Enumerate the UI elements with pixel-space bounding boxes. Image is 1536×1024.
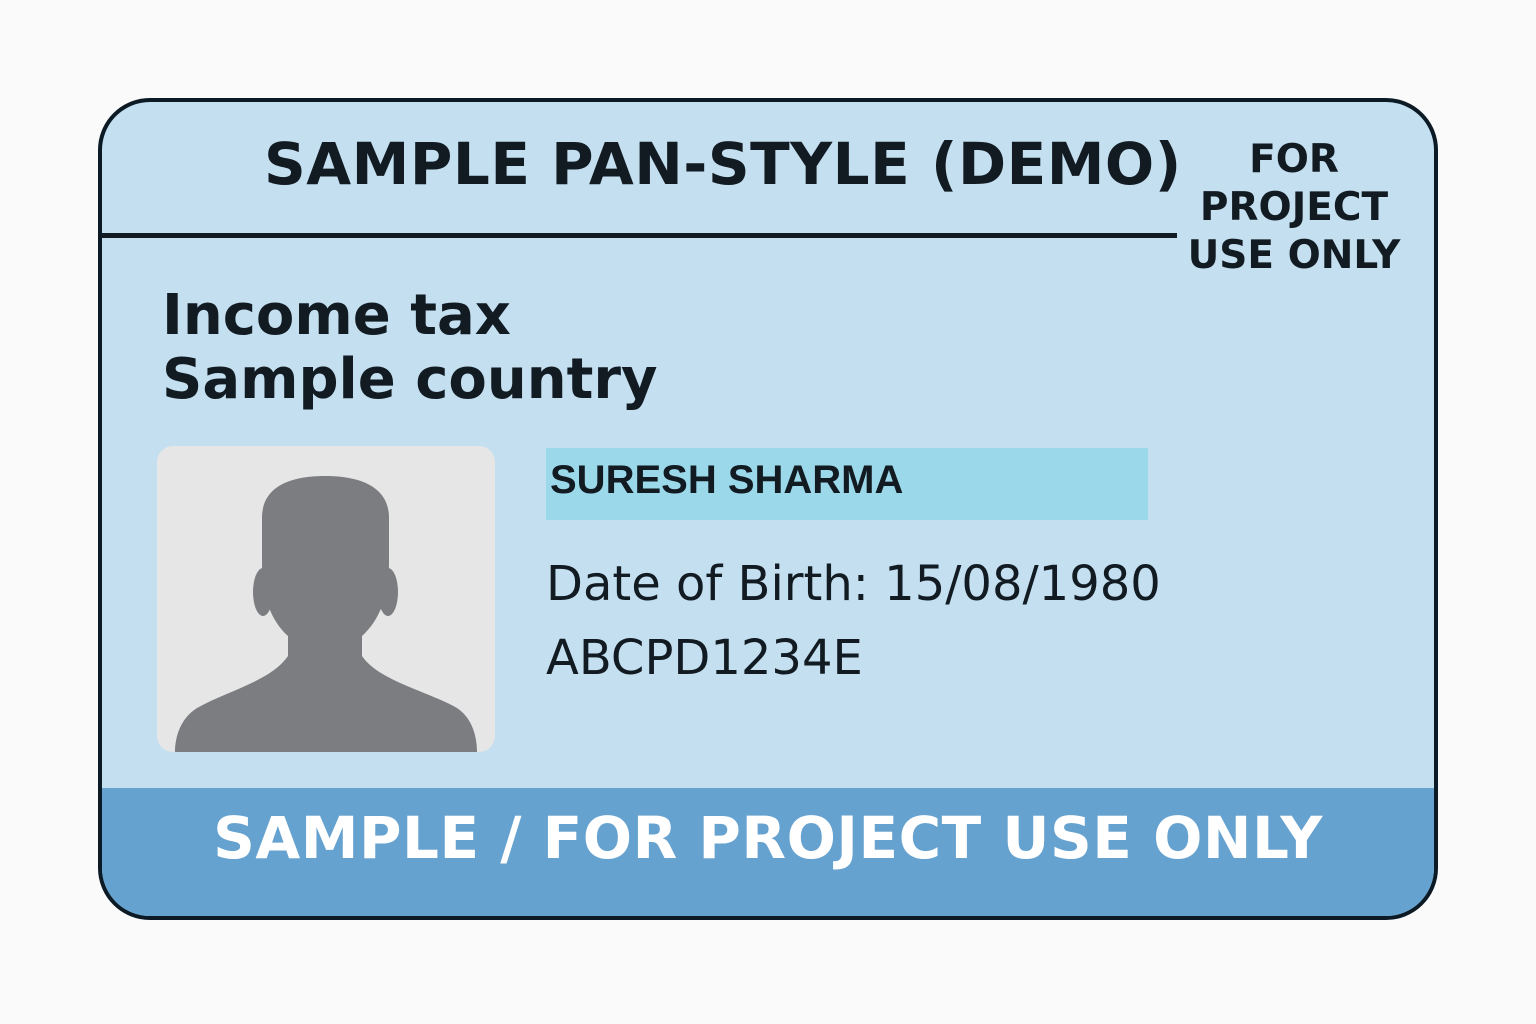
holder-name-field: [546, 448, 1148, 520]
person-silhouette-icon: [157, 446, 495, 752]
stamp-line: PROJECT: [1199, 185, 1389, 230]
holder-photo: [157, 446, 495, 752]
holder-name: SURESH SHARMA: [550, 458, 904, 502]
project-use-stamp: [1184, 136, 1404, 280]
footer-band: [102, 788, 1434, 920]
date-of-birth: Date of Birth: 15/08/1980: [546, 556, 1161, 612]
card-title: SAMPLE PAN-STYLE (DEMO): [264, 130, 1182, 198]
stamp-line: USE ONLY: [1187, 233, 1401, 278]
pan-number: ABCPD1234E: [546, 630, 863, 686]
issuer-department: Income tax: [162, 283, 511, 348]
issuer-block: [162, 284, 658, 412]
footer-notice: SAMPLE / FOR PROJECT USE ONLY: [213, 804, 1323, 872]
header-divider: [102, 233, 1177, 238]
stamp-line: FOR: [1249, 137, 1339, 182]
id-card: [98, 98, 1438, 920]
issuer-country: Sample country: [162, 347, 658, 412]
